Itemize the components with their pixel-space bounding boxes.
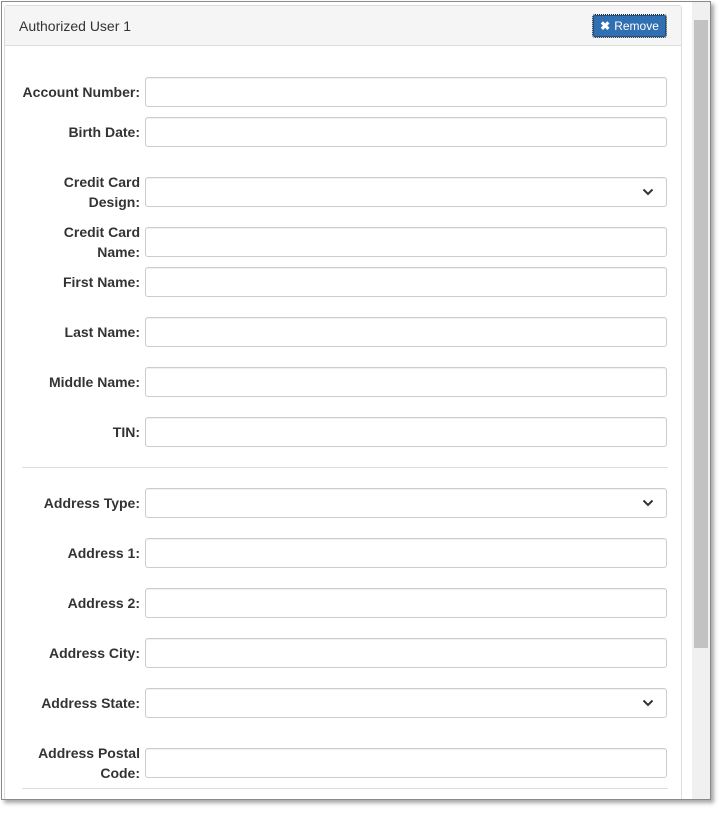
tin-input[interactable] — [145, 417, 667, 447]
credit-card-name-input[interactable] — [145, 227, 667, 257]
address-state-select[interactable] — [145, 688, 667, 718]
panel-title: Authorized User 1 — [19, 18, 132, 34]
address-2-input[interactable] — [145, 588, 667, 618]
chevron-down-icon — [642, 497, 654, 509]
address-type-select[interactable] — [145, 488, 667, 518]
account-number-input[interactable] — [145, 77, 667, 107]
field-label-address-state: Address State: — [41, 695, 140, 711]
section-divider — [22, 788, 668, 789]
field-label-last-name: Last Name: — [64, 324, 140, 340]
field-label-address-2: Address 2: — [67, 595, 140, 611]
field-label-middle-name: Middle Name: — [48, 374, 140, 390]
credit-card-design-select[interactable] — [145, 177, 667, 207]
field-label-birth-date: Birth Date: — [68, 124, 140, 140]
authorized-user-panel — [4, 5, 682, 800]
field-label-address-1: Address 1: — [67, 545, 140, 561]
field-label-first-name: First Name: — [62, 274, 140, 290]
close-icon: ✖ — [600, 19, 611, 33]
section-divider — [22, 467, 668, 468]
scrollbar-thumb[interactable] — [694, 20, 708, 648]
field-label-credit-card-name: Credit Card Name: — [63, 224, 140, 260]
field-label-credit-card-design: Credit Card Design: — [63, 174, 140, 210]
remove-button-label: Remove — [614, 19, 659, 33]
last-name-input[interactable] — [145, 317, 667, 347]
field-label-account-number: Account Number: — [22, 84, 140, 100]
field-label-address-type: Address Type: — [43, 495, 140, 511]
middle-name-input[interactable] — [145, 367, 667, 397]
form-window — [1, 1, 711, 800]
address-city-input[interactable] — [145, 638, 667, 668]
first-name-input[interactable] — [145, 267, 667, 297]
field-label-tin: TIN: — [112, 424, 140, 440]
panel-heading — [5, 6, 681, 46]
field-label-address-city: Address City: — [48, 645, 140, 661]
address-1-input[interactable] — [145, 538, 667, 568]
chevron-down-icon — [642, 697, 654, 709]
address-postal-code-input[interactable] — [145, 748, 667, 778]
remove-button[interactable] — [593, 15, 666, 37]
birth-date-input[interactable] — [145, 117, 667, 147]
chevron-down-icon — [642, 186, 654, 198]
field-label-address-postal-code: Address Postal Code: — [38, 745, 140, 781]
